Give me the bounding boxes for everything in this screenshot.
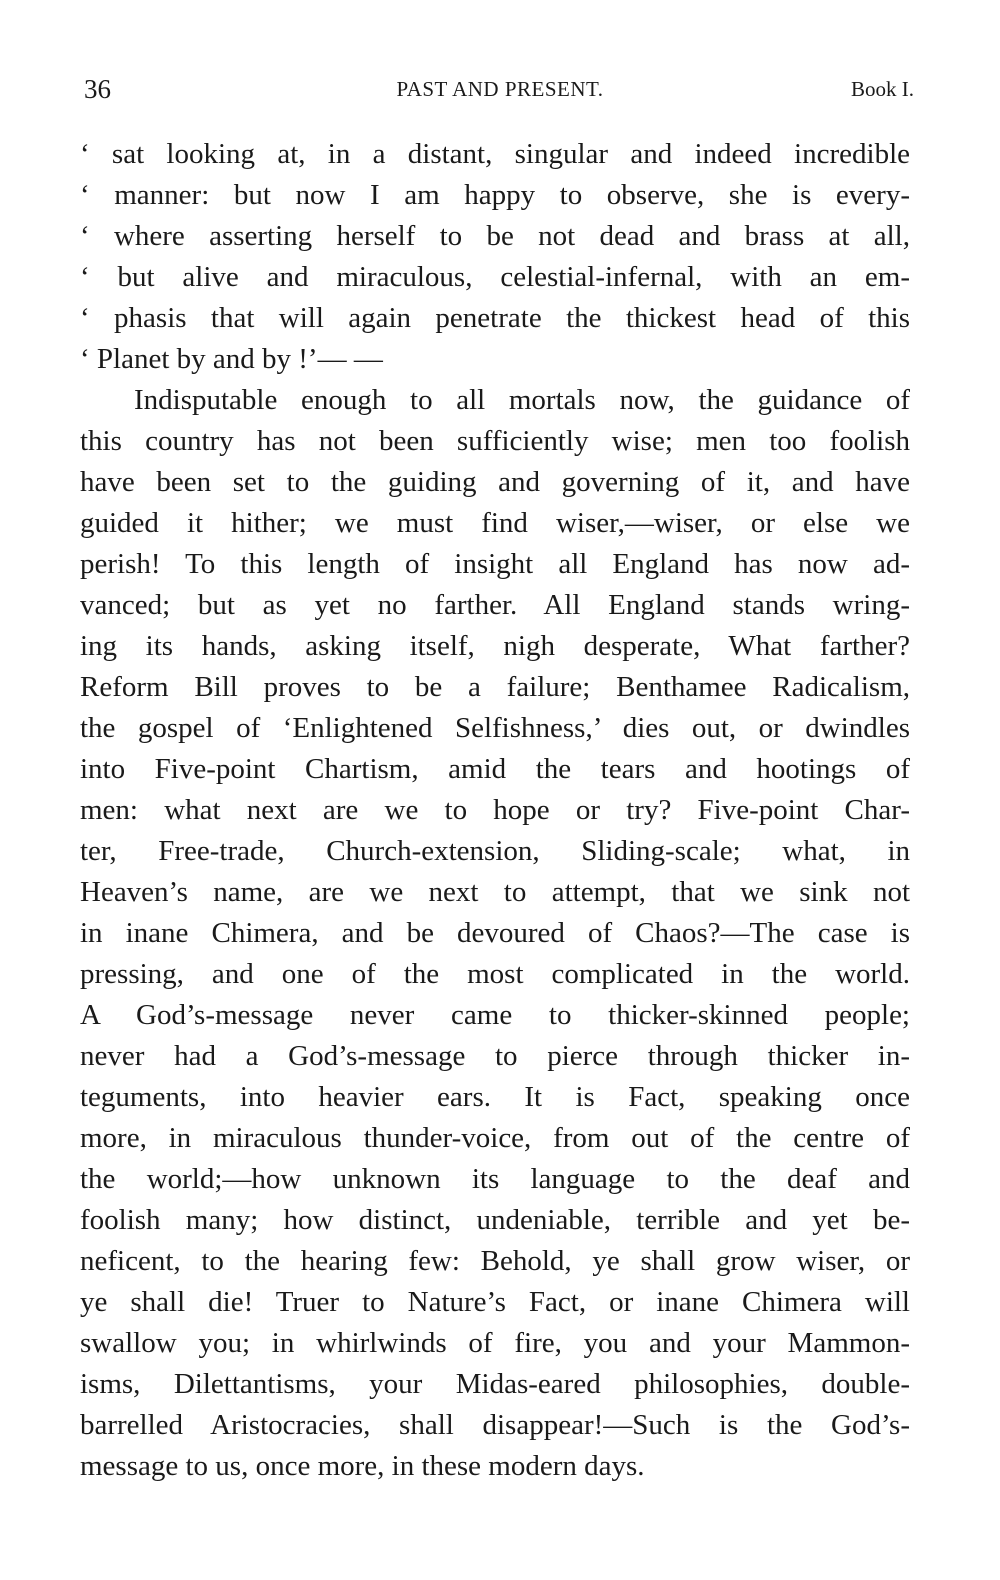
text-line: message to us, once more, in these modern days. bbox=[80, 1450, 645, 1482]
text-line: ‘ sat looking at, in a distant, singular and indeed incredible bbox=[80, 138, 910, 170]
text-line: barrelled Aristocracies, shall disappear!—Such is the God’s- bbox=[80, 1409, 910, 1441]
body-text bbox=[80, 134, 910, 1487]
text-line: ‘ where asserting herself to be not dead and brass at all, bbox=[80, 220, 910, 252]
text-line: ‘ manner: but now I am happy to observe, she is every- bbox=[80, 179, 910, 211]
text-line: ‘ Planet by and by !’— — bbox=[80, 343, 383, 375]
text-line: neficent, to the hearing few: Behold, ye shall grow wiser, or bbox=[80, 1245, 910, 1277]
text-line: never had a God’s-message to pierce through thicker in- bbox=[80, 1040, 910, 1072]
page-header bbox=[80, 74, 920, 104]
text-line: this country has not been sufficiently wise; men too foolish bbox=[80, 425, 910, 457]
text-line: have been set to the guiding and governing of it, and have bbox=[80, 466, 910, 498]
text-line: pressing, and one of the most complicated in the world. bbox=[80, 958, 910, 990]
text-line: foolish many; how distinct, undeniable, terrible and yet be- bbox=[80, 1204, 910, 1236]
text-line: Reform Bill proves to be a failure; Benthamee Radicalism, bbox=[80, 671, 910, 703]
text-line: more, in miraculous thunder-voice, from out of the centre of bbox=[80, 1122, 910, 1154]
text-line: swallow you; in whirlwinds of fire, you and your Mammon- bbox=[80, 1327, 910, 1359]
text-line: into Five-point Chartism, amid the tears and hootings of bbox=[80, 753, 910, 785]
text-line: the world;—how unknown its language to the deaf and bbox=[80, 1163, 910, 1195]
text-line: teguments, into heavier ears. It is Fact, speaking once bbox=[80, 1081, 910, 1113]
text-line: ‘ phasis that will again penetrate the thickest head of this bbox=[80, 302, 910, 334]
page-number: 36 bbox=[84, 74, 111, 104]
text-line: ‘ but alive and miraculous, celestial-infernal, with an em- bbox=[80, 261, 910, 293]
text-line: Heaven’s name, are we next to attempt, that we sink not bbox=[80, 876, 910, 908]
text-line: guided it hither; we must find wiser,—wiser, or else we bbox=[80, 507, 910, 539]
text-line: ye shall die! Truer to Nature’s Fact, or inane Chimera will bbox=[80, 1286, 910, 1318]
text-line: Indisputable enough to all mortals now, the guidance of bbox=[134, 384, 910, 416]
text-line: isms, Dilettantisms, your Midas-eared philosophies, double- bbox=[80, 1368, 910, 1400]
text-line: the gospel of ‘Enlightened Selfishness,’ dies out, or dwindles bbox=[80, 712, 910, 744]
text-line: in inane Chimera, and be devoured of Chaos?—The case is bbox=[80, 917, 910, 949]
running-title: PAST AND PRESENT. bbox=[396, 77, 604, 101]
text-line: perish! To this length of insight all England has now ad- bbox=[80, 548, 910, 580]
text-line: ter, Free-trade, Church-extension, Sliding-scale; what, in bbox=[80, 835, 910, 867]
book-label: Book I. bbox=[851, 77, 914, 101]
text-line: vanced; but as yet no farther. All England stands wring- bbox=[80, 589, 910, 621]
text-line: ing its hands, asking itself, nigh desperate, What farther? bbox=[80, 630, 910, 662]
text-line: men: what next are we to hope or try? Five-point Char- bbox=[80, 794, 910, 826]
text-line: A God’s-message never came to thicker-skinned people; bbox=[80, 999, 910, 1031]
